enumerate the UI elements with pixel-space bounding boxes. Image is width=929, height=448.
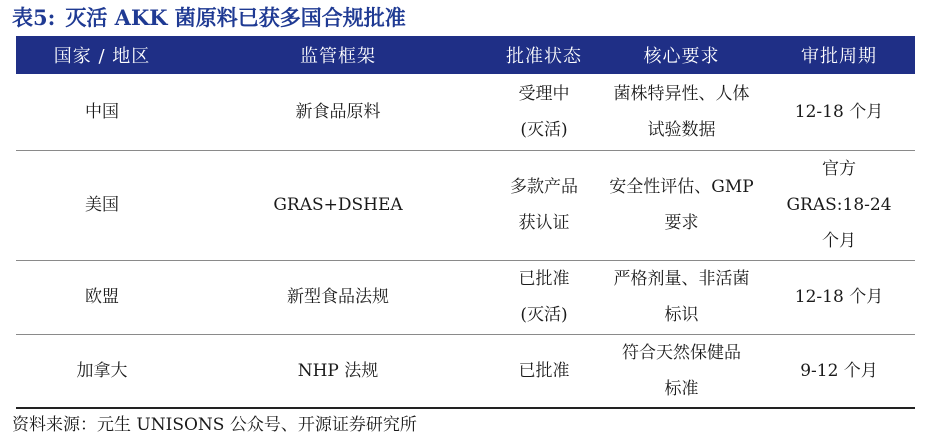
cell-requirement: 严格剂量、非活菌 标识 (600, 260, 763, 334)
header-period: 审批周期 (801, 46, 877, 67)
cell-status: 多款产品 获认证 (488, 150, 600, 260)
cell-framework: GRAS+DSHEA (188, 150, 488, 260)
table-row (16, 150, 915, 260)
header-status: 批准状态 (506, 46, 582, 67)
table-title: 灭活 AKK 菌原料已获多国合规批准 (65, 5, 406, 30)
cell-region: 加拿大 (16, 334, 188, 408)
cell-status: 已批准 (488, 334, 600, 408)
cell-status: 已批准 (灭活) (488, 260, 600, 334)
header-requirement: 核心要求 (643, 46, 720, 67)
header-framework: 监管框架 (300, 46, 376, 67)
cell-framework: 新食品原料 (188, 74, 488, 150)
table-row (16, 334, 915, 408)
cell-region: 欧盟 (16, 260, 188, 334)
approval-table (16, 36, 915, 409)
cell-period: 官方 GRAS:18-24 个月 (763, 150, 915, 260)
cell-region: 中国 (16, 74, 188, 150)
cell-period: 12-18 个月 (763, 260, 915, 334)
header-region: 国家 / 地区 (53, 46, 151, 67)
cell-status: 受理中 (灭活) (488, 74, 600, 150)
table-row (16, 74, 915, 150)
cell-requirement: 安全性评估、GMP 要求 (600, 150, 763, 260)
table-number: 表5: (12, 5, 56, 30)
cell-period: 12-18 个月 (763, 74, 915, 150)
table-row (16, 260, 915, 334)
cell-framework: 新型食品法规 (188, 260, 488, 334)
source-note: 资料来源：元生 UNISONS 公众号、开源证券研究所 (12, 415, 417, 435)
table-caption (12, 4, 406, 32)
cell-framework: NHP 法规 (188, 334, 488, 408)
cell-period: 9-12 个月 (763, 334, 915, 408)
cell-region: 美国 (16, 150, 188, 260)
cell-requirement: 菌株特异性、人体 试验数据 (600, 74, 763, 150)
cell-requirement: 符合天然保健品 标准 (600, 334, 763, 408)
table-header-row (16, 36, 915, 74)
